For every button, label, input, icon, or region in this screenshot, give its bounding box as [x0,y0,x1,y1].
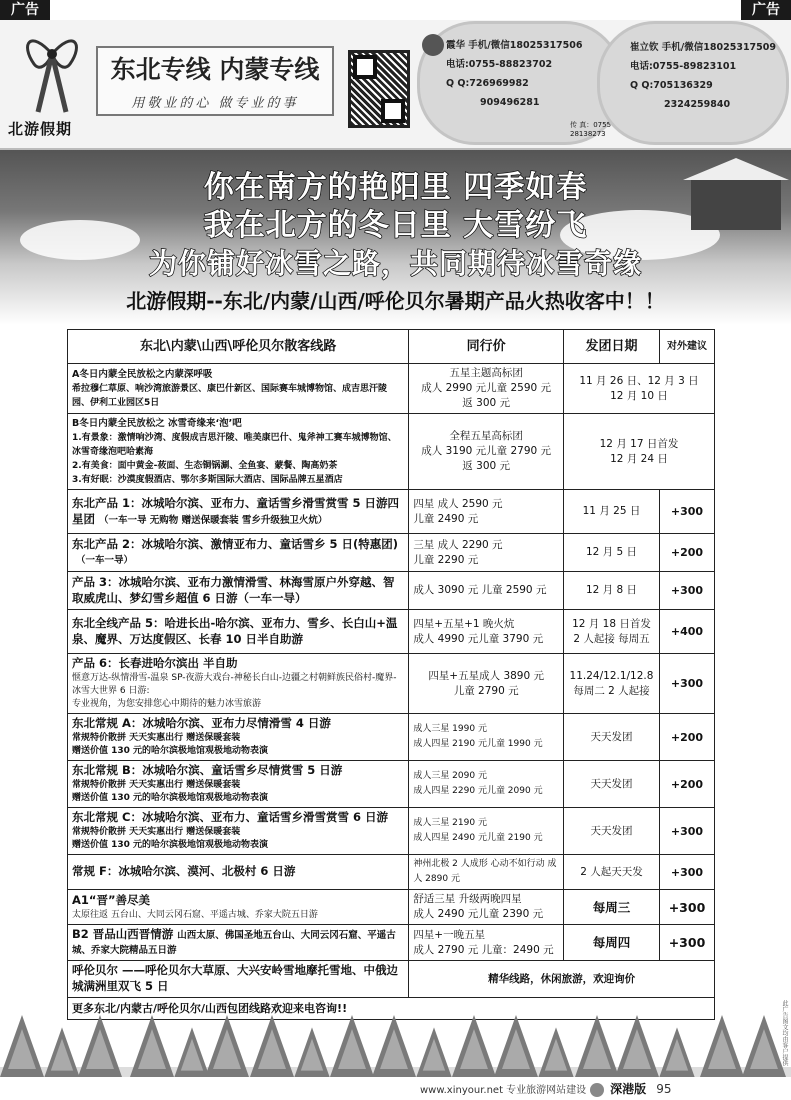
price-cell: 成人三星 1990 元 成人四星 2190 元儿童 1990 元 [409,714,564,761]
table-row [68,654,715,714]
edition: 深港版 [610,1082,647,1096]
table-row [68,534,715,572]
logo [6,24,94,144]
suggest-cell: +200 [660,761,715,808]
snow-banner [0,150,791,325]
price-cell: 四星+五星+1 晚火炕 成人 4990 元儿童 3790 元 [409,610,564,654]
pine-tree-icon [372,1015,416,1077]
route-detail: 常规特价散拼 天天实惠出行 赠送保暖套装 [72,780,241,790]
route-title: 东北产品 2：冰城哈尔滨、激情亚布力、童话雪乡 5 日(特惠团) [72,537,399,551]
price-cell: 成人三星 2090 元 成人四星 2290 元儿童 2090 元 [409,761,564,808]
table-row [68,572,715,610]
suggest-cell: +400 [660,610,715,654]
suggest-cell: +200 [660,714,715,761]
route-detail: 常规特价散拼 天天实惠出行 赠送保暖套装 [72,733,241,743]
tree-border [0,1005,791,1077]
hot-sale-headline: 北游假期--东北/内蒙/山西/呼伦贝尔暑期产品火热收客中！！ [126,289,665,313]
date-cell: 11.24/12.1/12.8 每周二 2 人起接 [564,654,660,714]
header-suggest: 对外建议 [660,330,715,364]
contact-2 [630,38,776,114]
date-cell: 12 月 5 日 [564,534,660,572]
route-detail: 赠送价值 130 元的哈尔滨极地馆观极地动物表演 [72,793,269,803]
price-cell: 成人 3090 元 儿童 2590 元 [409,572,564,610]
pine-tree-icon [615,1015,659,1077]
route-detail: 常规特价散拼 天天实惠出行 赠送保暖套装 [72,827,241,837]
route-detail: 赠送价值 130 元的哈尔滨极地馆观极地动物表演 [72,746,269,756]
table-row [68,714,715,761]
route-cell [68,890,409,925]
date-cell: 天天发团 [564,808,660,855]
route-cell [68,761,409,808]
route-title: B2 晋品山西晋情游 [72,927,174,941]
contact-2-name: 崔立钦 手机/微信18025317509 [630,42,776,53]
header-route: 东北\内蒙\山西\呼伦贝尔散客线路 [68,330,409,364]
contact-1-qq2: 909496281 [480,97,540,108]
price-cell: 三星 成人 2290 元 儿童 2290 元 [409,534,564,572]
price-cell: 舒适三星 升级两晚四星 成人 2490 元儿童 2390 元 [409,890,564,925]
route-cell [68,808,409,855]
pine-tree-icon [416,1027,451,1077]
route-detail: 惬意万达-纵情滑雪-温泉 SP-夜游大戏台-神秘长白山-边疆之村朝鲜族民俗村-魔界-冰雪大世界 6 日游: [72,673,397,696]
route-title: 东北常规 C：冰城哈尔滨、亚布力、童话雪乡滑雪赏雪 6 日游 [72,810,388,824]
route-cell [68,855,409,890]
header [0,20,791,150]
date-cell: 天天发团 [564,761,660,808]
suggest-cell: +300 [660,890,715,925]
suggest-cell: +300 [660,572,715,610]
contact-cloud-1 [420,24,620,142]
page-number: 95 [656,1082,672,1096]
price-cell: 成人三星 2190 元 成人四星 2490 元儿童 2190 元 [409,808,564,855]
route-detail: 专业视角，为您安排您心中期待的魅力冰雪旅游 [72,699,262,709]
pine-tree-icon [78,1015,122,1077]
price-cell: 五星主题高标团 成人 2990 元儿童 2590 元 返 300 元 [409,364,564,414]
contact-2-qq2: 2324259840 [664,99,731,110]
route-detail: 3.有好眠：沙漠度假酒店、鄂尔多斯国际大酒店、国际品牌五星酒店 [72,475,343,485]
route-cell [68,490,409,534]
route-cell [68,414,409,490]
route-cell [68,572,409,610]
pine-tree-icon [538,1027,573,1077]
ad-label-right: 广告 [741,0,791,20]
price-cell: 四星+五星成人 3890 元 儿童 2790 元 [409,654,564,714]
contact-2-phone: 电话:0755-89823101 [630,61,737,72]
qr-code-icon [348,50,410,128]
contact-cloud-2 [600,24,786,142]
route-cell [68,610,409,654]
price-cell: 精华线路，休闲旅游，欢迎询价 [409,961,715,998]
route-cell [68,364,409,414]
route-detail: 太原往返 五台山、大同云冈石窟、平遥古城、乔家大院五日游 [72,909,318,920]
date-cell: 12 月 18 日首发 2 人起接 每周五 [564,610,660,654]
date-cell: 天天发团 [564,714,660,761]
date-cell: 11 月 26 日、12 月 3 日 12 月 10 日 [564,364,715,414]
table-row [68,364,715,414]
suggest-cell: +300 [660,808,715,855]
table-row [68,761,715,808]
route-title: 东北全线产品 5：哈进长出-哈尔滨、亚布力、雪乡、长白山+温泉、魔界、万达度假区、长春 10 日半自助游 [72,615,398,646]
table-row [68,890,715,925]
pine-tree-icon [250,1015,294,1077]
table-row [68,414,715,490]
price-cell: 四星 成人 2590 元 儿童 2490 元 [409,490,564,534]
suggest-cell: +300 [660,925,715,961]
title-box [96,46,334,116]
pine-tree-icon [294,1027,329,1077]
pine-tree-icon [452,1015,496,1077]
route-title: A冬日内蒙全民放松之内蒙深呼吸 [72,369,213,380]
route-title: 东北常规 A：冰城哈尔滨、亚布力尽情滑雪 4 日游 [72,716,331,730]
table-row [68,961,715,998]
table-row [68,855,715,890]
table-row [68,808,715,855]
brand-name: 北游假期 [8,120,73,138]
route-cell [68,654,409,714]
route-subtitle: （一车一导 无购物 赠送保暖套装 雪乡升级独卫火炕） [99,514,328,526]
pine-tree-icon [659,1027,694,1077]
contact-1-phone: 电话:0755-88823702 [446,59,553,70]
route-price-table [67,329,715,1020]
route-title: 产品 3：冰城哈尔滨、亚布力激情滑雪、林海雪原户外穿越、智取威虎山、梦幻雪乡超值 6 日游（一车一导） [72,574,395,605]
date-cell: 每周四 [564,925,660,961]
route-title: A1“晋”善尽美 [72,892,151,907]
route-cell [68,714,409,761]
table-header-row [68,330,715,364]
table-body [68,364,715,998]
route-subtitle: 山西太原、佛国圣地五台山、大同云冈石窟、平遥古城、乔家大院精品五日游 [72,930,396,956]
route-title: 东北产品 1：冰城哈尔滨、亚布力、童话雪乡滑雪赏雪 5 日游四星团 [72,495,400,526]
title-main: 东北专线 内蒙专线 [110,55,320,84]
route-detail: 1.有景象：激情响沙湾、度假成吉思汗陵、唯美康巴什、鬼斧神工赛车城博物馆、冰雪奇缘泡吧哈素海 [72,433,397,457]
route-cell [68,925,409,961]
route-cell [68,961,409,998]
route-title: 呼伦贝尔 ——呼伦贝尔大草原、大兴安岭雪地摩托雪地、中俄边城满洲里双飞 5 日 [72,963,399,993]
title-slogan: 用敬业的心 做专业的事 [131,96,299,111]
route-detail: 2.有美食：面中黄金-莜面、生态铜锅涮、全鱼宴、蒙餐、陶高奶茶 [72,461,338,471]
header-date: 发团日期 [564,330,660,364]
date-cell: 12 月 8 日 [564,572,660,610]
date-cell: 12 月 17 日首发 12 月 24 日 [564,414,715,490]
table-row [68,610,715,654]
bottom-bar [420,1080,671,1097]
pine-tree-icon [700,1015,744,1077]
site-url: www.xinyour.net 专业旅游网站建设 [420,1085,587,1096]
suggest-cell: +200 [660,534,715,572]
contact-1-qq: Q Q:726969982 [446,78,529,89]
fax: 传 真：0755-28138273 [570,121,614,138]
contact-2-qq: Q Q:705136329 [630,80,713,91]
banner-line-1: 你在南方的艳阳里 四季如春 [203,170,588,205]
contact-1 [446,36,583,112]
date-cell: 每周三 [564,890,660,925]
route-title: 常规 F：冰城哈尔滨、漠河、北极村 6 日游 [72,864,296,878]
seal-icon [590,1083,604,1097]
route-subtitle: （一车一导） [76,555,134,566]
pine-tree-icon [205,1015,249,1077]
pine-tree-icon [330,1015,374,1077]
price-cell: 四星+一晚五星 成人 2790 元 儿童：2490 元 [409,925,564,961]
suggest-cell: +300 [660,490,715,534]
suggest-cell: +300 [660,855,715,890]
table-row [68,490,715,534]
suggest-cell: +300 [660,654,715,714]
table-footer: 更多东北/内蒙古/呼伦贝尔/山西包团线路欢迎来电咨询!! [68,998,715,1020]
price-cell: 神州北极 2 人成形 心动不如行动 成人 2890 元 [409,855,564,890]
pine-tree-icon [44,1027,79,1077]
header-price: 同行价 [409,330,564,364]
route-title: 产品 6：长春进哈尔滨出 半自助 [72,656,238,670]
route-detail: 希拉穆仁草原、响沙湾旅游景区、康巴什新区、国际赛车城博物馆、成吉思汗陵园、伊利工业园区5日 [72,384,388,408]
contact-1-name: 霞华 手机/微信18025317506 [446,40,583,51]
banner-line-2: 我在北方的冬日里 大雪纷飞 [203,208,588,243]
ribbon-logo-icon [20,24,84,116]
route-title: 东北常规 B：冰城哈尔滨、童话雪乡尽情赏雪 5 日游 [72,763,343,777]
route-cell [68,534,409,572]
route-title: B冬日内蒙全民放松之 冰雪奇缘来‘泡’吧 [72,418,242,429]
avatar [422,34,444,56]
side-note: 此广告图文均由客户提供 [781,1000,788,1066]
pine-tree-icon [0,1015,44,1077]
pine-tree-icon [494,1015,538,1077]
route-detail: 赠送价值 130 元的哈尔滨极地馆观极地动物表演 [72,840,269,850]
date-cell: 11 月 25 日 [564,490,660,534]
pine-tree-icon [130,1015,174,1077]
price-cell: 全程五星高标团 成人 3190 元儿童 2790 元 返 300 元 [409,414,564,490]
pine-tree-icon [575,1015,619,1077]
date-cell: 2 人起天天发 [564,855,660,890]
ad-label-left: 广告 [0,0,50,20]
table-row [68,925,715,961]
banner-line-3: 为你铺好冰雪之路，共同期待冰雪奇缘 [148,247,642,280]
